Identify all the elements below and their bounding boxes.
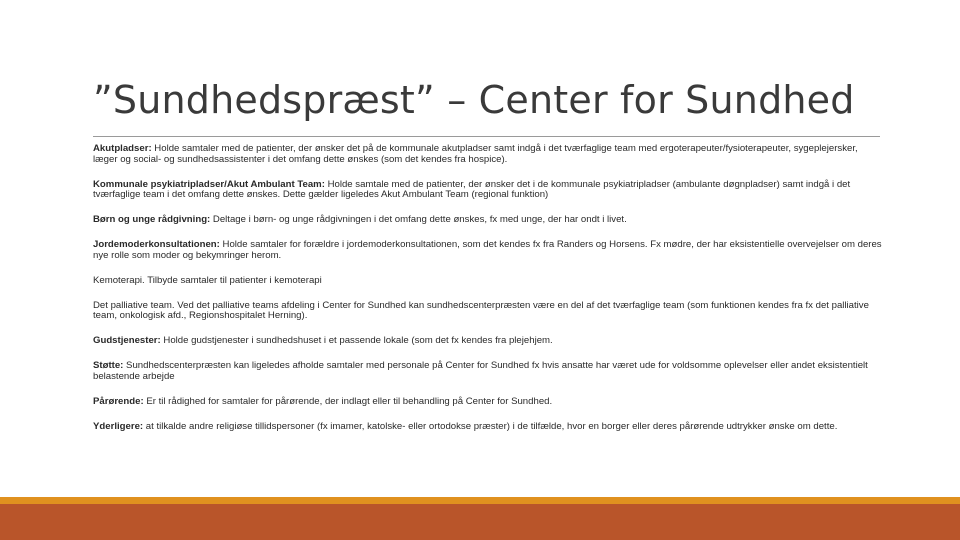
paragraph-paaroerende	[93, 397, 883, 408]
paragraph-boern-unge	[93, 215, 883, 226]
paragraph-text: Er til rådighed for samtaler for pårørende, der indlagt eller til behandling på Center for Sundhed.	[143, 395, 553, 407]
paragraph-label: Yderligere:	[93, 420, 144, 432]
paragraph-label: Pårørende:	[93, 395, 144, 407]
paragraph-text: at tilkalde andre religiøse tillidspersoner (fx imamer, katolske- eller ortodokse præster) i de tilfælde, hvor en borger eller deres pårørende udtrykker ønske om dette.	[143, 420, 838, 432]
paragraph-jordemoder	[93, 240, 883, 261]
slide-body	[93, 144, 883, 447]
paragraph-text: Deltage i børn- og unge rådgivningen i det omfang dette ønskes, fx med unge, der har ondt i livet.	[210, 214, 627, 225]
paragraph-gudstjenester	[93, 336, 883, 347]
paragraph-label: Jordemoderkonsultationen:	[93, 239, 220, 250]
paragraph-palliative	[93, 301, 883, 322]
paragraph-text: Kemoterapi. Tilbyde samtaler til patienter i kemoterapi	[93, 274, 322, 286]
paragraph-label: Børn og unge rådgivning:	[93, 214, 211, 225]
paragraph-label: Akutpladser:	[93, 143, 152, 154]
paragraph-text: Det palliative team. Ved det palliative teams afdeling i Center for Sundhed kan sundhedscenterpræsten være en del af det tværfaglige team (som funktionen kendes fra fx det palliative team, onkologisk afd., Regionshospitalet Herning).	[93, 299, 869, 321]
slide-title: ”Sundhedspræst” – Center for Sundhed	[93, 78, 855, 122]
title-divider	[93, 136, 880, 137]
paragraph-label: Gudstjenester:	[93, 335, 161, 346]
paragraph-psykiatripladser	[93, 180, 883, 201]
paragraph-text: Sundhedscenterpræsten kan ligeledes afholde samtaler med personale på Center for Sundhed fx hvis ansatte har været ude for voldsomme oplevelser eller andet eksistentielt belastende arbejde	[93, 360, 868, 382]
paragraph-text: Holde samtale med de patienter, der ønsker det i de kommunale psykiatripladser (ambulante døgnpladser) samt indgå i det tværfaglige team i det omfang dette ønskes. Dette gælder ligeledes Akut Ambulant Team (regional funktion)	[93, 178, 851, 200]
paragraph-text: Holde gudstjenester i sundhedshuset i et passende lokale (som det fx kendes fra plejehjem.	[160, 335, 553, 346]
paragraph-stoette	[93, 361, 883, 382]
footer-band	[0, 504, 960, 540]
footer-accent-stripe	[0, 497, 960, 504]
paragraph-yderligere	[93, 422, 883, 433]
paragraph-text: Holde samtaler for forældre i jordemoderkonsultationen, som det kendes fx fra Randers og Horsens. Fx mødre, der har eksistentielle overvejelser om deres nye rolle som moder og bekymringer herom.	[93, 239, 882, 261]
paragraph-text: Holde samtaler med de patienter, der ønsker det på de kommunale akutpladser samt indgå i det tværfaglige team med ergoterapeuter/fysioterapeuter, sygeplejersker, læger og social- og sundhedsassistenter i det omfang dette ønskes (som det kendes fra hospice).	[93, 143, 858, 165]
paragraph-kemoterapi	[93, 276, 883, 287]
paragraph-label: Kommunale psykiatripladser/Akut Ambulant Team:	[93, 178, 325, 190]
paragraph-akutpladser	[93, 144, 883, 165]
paragraph-label: Støtte:	[93, 360, 124, 371]
